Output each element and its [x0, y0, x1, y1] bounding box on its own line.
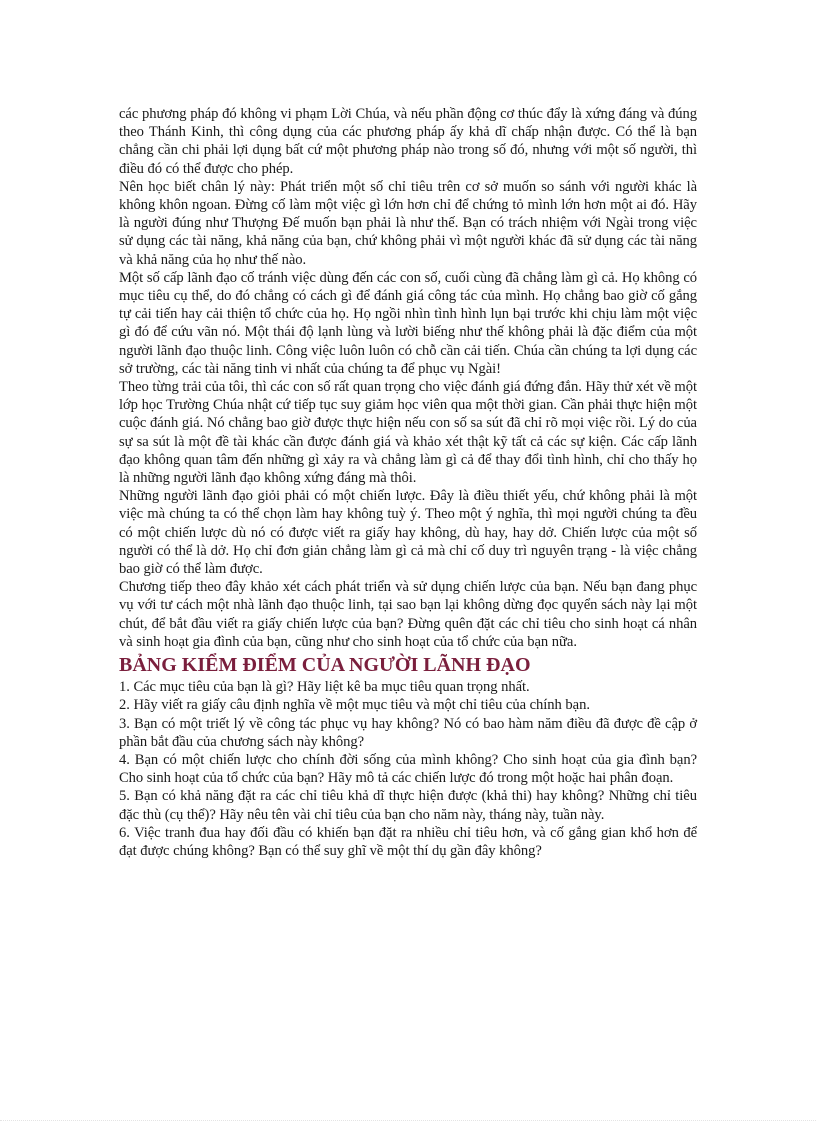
page-bottom-divider — [0, 1120, 816, 1121]
body-paragraph-3: Một số cấp lãnh đạo cố tránh việc dùng đến các con số, cuối cùng đã chẳng làm gì cả. Họ không có mục tiêu cụ thể, do đó chẳng có cách gì để đánh giá công tác của mình. Họ chẳng bao giờ cố gắng tự cải tiến hay cải thiện tổ chức của họ. Họ ngồi nhìn tình hình lụn bại trước khi chịu làm một việc gì đó để cứu vãn nó. Một thái độ lạnh lùng và lười biếng như thế không phải là đặc điểm của một người lãnh đạo thuộc linh. Công việc luôn luôn có chỗ cần cải tiến. Chúa cần chúng ta lợi dụng các sở trường, các tài năng tinh vi nhất của chúng ta để phục vụ Ngài! — [119, 269, 697, 377]
checklist-item-3: 3. Bạn có một triết lý về công tác phục vụ hay không? Nó có bao hàm năm điều đã được đề cập ở phần bắt đầu của chương sách này không? — [119, 715, 697, 750]
checklist-item-1: 1. Các mục tiêu của bạn là gì? Hãy liệt kê ba mục tiêu quan trọng nhất. — [119, 679, 530, 696]
body-paragraph-4: Theo từng trải của tôi, thì các con số rất quan trọng cho việc đánh giá đứng đắn. Hãy thử xét về một lớp học Trường Chúa nhật cứ tiếp tục suy giảm học viên qua một thời gian. Cần phải thực hiện một cuộc đánh giá. Nó chẳng bao giờ được thực hiện nếu con số sa sút đã chỉ rõ mọi việc rồi. Lý do của sự sa sút là một đề tài khác cần được đánh giá và khảo xét thật kỹ tất cả các sự kiện. Các cấp lãnh đạo không quan tâm đến những gì xảy ra và chẳng làm gì cả để thay đổi tình hình, chỉ cho thấy họ là những người lãnh đạo không xứng đáng mà thôi. — [119, 379, 697, 487]
checklist — [119, 678, 697, 860]
checklist-heading: BẢNG KIỂM ĐIỂM CỦA NGƯỜI LÃNH ĐẠO — [119, 654, 531, 677]
checklist-item-2: 2. Hãy viết ra giấy câu định nghĩa về một mục tiêu và một chỉ tiêu của chính bạn. — [119, 697, 590, 714]
body-paragraph-5: Những người lãnh đạo giỏi phải có một chiến lược. Đây là điều thiết yếu, chứ không phải là một việc mà chúng ta có thể chọn làm hay không tuỳ ý. Theo một ý nghĩa, thì mọi người chúng ta đều có một chiến lược dù nó có được viết ra giấy hay không, dù hay, hay dở. Chiến lược của một số người có thể là dở. Họ chỉ đơn giản chẳng làm gì cả mà chỉ cố duy trì nguyên trạng - là việc chẳng bao giờ có thể làm được. — [119, 488, 697, 578]
body-paragraph-1: các phương pháp đó không vi phạm Lời Chúa, và nếu phần động cơ thúc đẩy là xứng đáng và đúng theo Thánh Kinh, thì công dụng của các phương pháp ấy khả dĩ chấp nhận được. Có thể là bạn chẳng cần chi phải lợi dụng bất cứ một phương pháp nào trong số đó, nhưng với một số người, thì điều đó có thể được cho phép. — [119, 106, 697, 177]
body-paragraph-2: Nên học biết chân lý này: Phát triển một số chỉ tiêu trên cơ sở muốn so sánh với người khác là không khôn ngoan. Đừng cố làm một việc gì lớn hơn chỉ để chứng tỏ mình lớn hơn một ai đó. Hãy là người đúng như Thượng Đế muốn bạn phải là như thế. Bạn có trách nhiệm với Ngài trong việc sử dụng các tài năng, khả năng của bạn, chứ không phải vì một người khác đã sử dụng các tài năng và khả năng của họ như thế nào. — [119, 178, 697, 268]
checklist-item-4: 4. Bạn có một chiến lược cho chính đời sống của mình không? Cho sinh hoạt của gia đình bạn? Cho sinh hoạt của tổ chức của bạn? Hãy mô tả các chiến lược đó trong một hoặc hai phân đoạn. — [119, 751, 697, 787]
body-paragraph-6: Chương tiếp theo đây khảo xét cách phát triển và sử dụng chiến lược của bạn. Nếu bạn đang phục vụ với tư cách một nhà lãnh đạo thuộc linh, tại sao bạn lại không dừng đọc quyển sách này lại một chút, để bắt đầu viết ra giấy chiến lược của bạn? Đừng quên đặt các chỉ tiêu cho sinh hoạt cá nhân và sinh hoạt gia đình của bạn, cũng như cho sinh hoạt của tổ chức của bạn nữa. — [119, 579, 697, 650]
document-body — [119, 105, 697, 860]
checklist-item-5: 5. Bạn có khả năng đặt ra các chỉ tiêu khả dĩ thực hiện được (khả thi) hay không? Những chỉ tiêu đặc thù (cụ thể)? Hãy nêu tên vài chỉ tiêu của bạn cho năm này, tháng này, tuần này. — [119, 788, 697, 823]
checklist-item-6: 6. Việc tranh đua hay đối đầu có khiến bạn đặt ra nhiều chỉ tiêu hơn, và cố gắng gian khổ hơn để đạt được chúng không? Bạn có thể suy ghĩ về một thí dụ gần đây không? — [119, 824, 697, 859]
